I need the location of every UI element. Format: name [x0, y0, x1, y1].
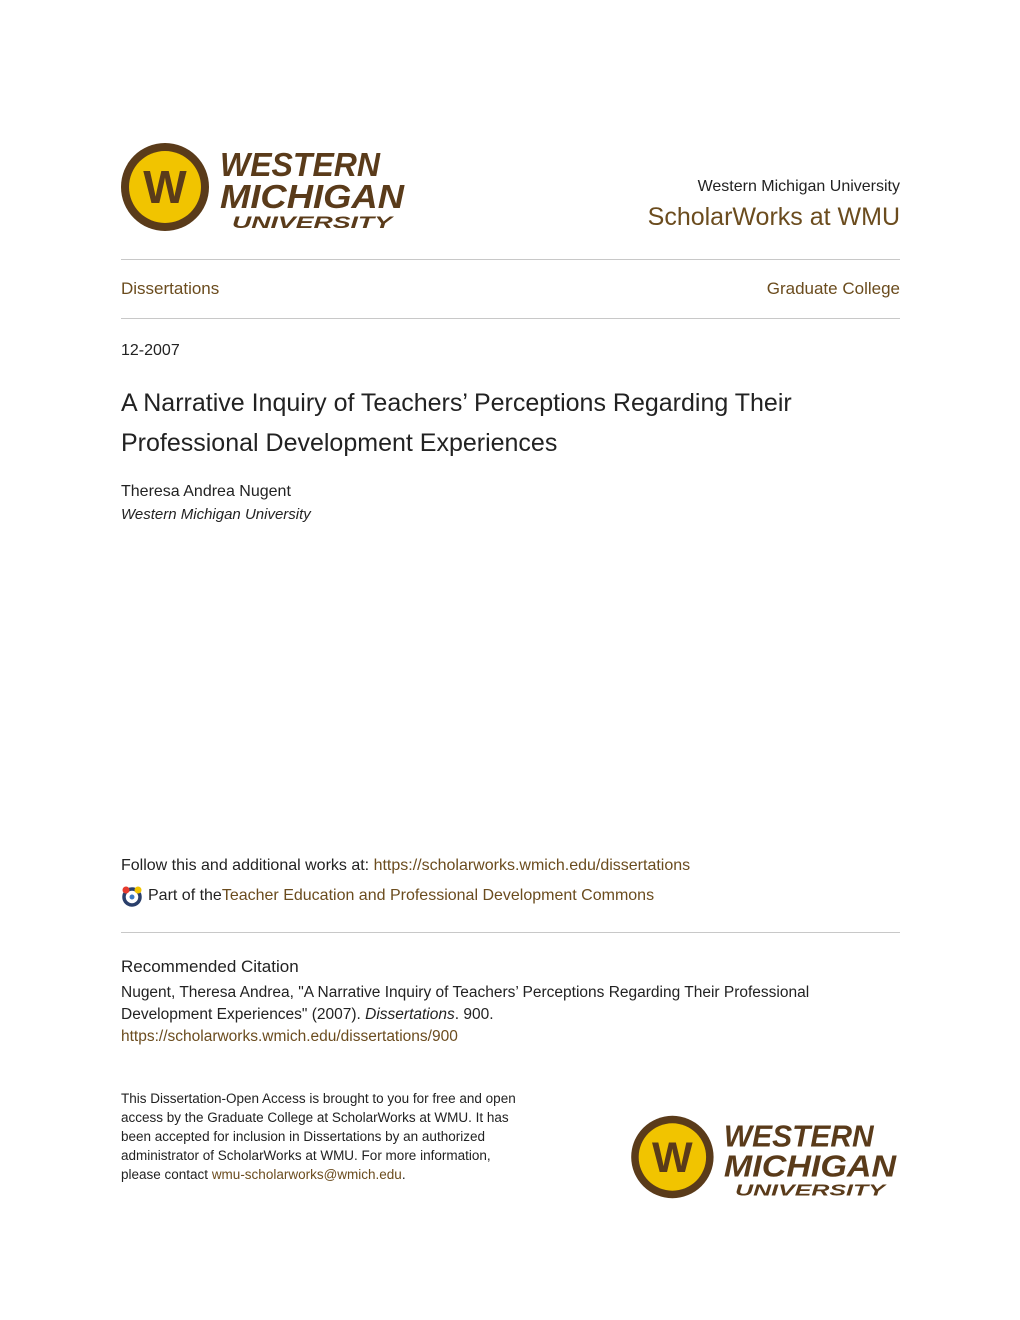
citation-link[interactable]: https://scholarworks.wmich.edu/dissertations/900 [121, 1028, 458, 1045]
citation-series: Dissertations [365, 1006, 455, 1023]
logo-seal-letter: W [652, 1133, 693, 1182]
logo-word-michigan: MICHIGAN [723, 1148, 897, 1184]
access-notice [121, 1089, 516, 1184]
breadcrumb-dissertations[interactable]: Dissertations [121, 279, 220, 298]
follow-line [121, 857, 690, 875]
repository-name[interactable]: ScholarWorks at WMU [647, 203, 900, 231]
follow-prefix: Follow this and additional works at: [121, 857, 374, 874]
logo-word-university: UNIVERSITY [735, 1182, 888, 1200]
follow-link[interactable]: https://scholarworks.wmich.edu/dissertations [373, 857, 691, 874]
notice-end: . [401, 1167, 406, 1182]
logo-word-university: UNIVERSITY [232, 213, 395, 232]
citation-number: . 900. [454, 1006, 494, 1023]
citation-heading: Recommended Citation [121, 957, 299, 976]
logo-word-western: WESTERN [723, 1118, 875, 1154]
author-affiliation: Western Michigan University [121, 506, 311, 523]
divider-mid [121, 318, 900, 319]
part-of-prefix: Part of the [148, 887, 222, 904]
divider-top [121, 259, 900, 260]
breadcrumb-graduate-college[interactable]: Graduate College [766, 279, 900, 298]
commons-link[interactable]: Teacher Education and Professional Development Commons [221, 887, 655, 904]
network-icon [121, 885, 143, 907]
notice-text: This Dissertation-Open Access is brought to you for free and open access by the Graduate College at ScholarWorks at WMU. It has been accepted for inclusion in Dissertations by an authorized administrator of ScholarWorks at WMU. For more information, please contact [121, 1091, 516, 1182]
part-of-line [121, 885, 654, 907]
logo-seal-letter: W [143, 161, 187, 213]
logo-word-michigan: MICHIGAN [220, 178, 406, 215]
logo-word-western: WESTERN [220, 146, 382, 183]
citation-text: Nugent, Theresa Andrea, "A Narrative Inquiry of Teachers’ Perceptions Regarding Their Professional Development Experiences" (2007). [121, 984, 810, 1023]
wmu-logo-bottom [630, 1113, 902, 1201]
divider-citation [121, 932, 900, 933]
institution-name[interactable]: Western Michigan University [697, 178, 900, 195]
institution-block [648, 176, 900, 234]
wmu-logo-top[interactable] [120, 140, 410, 234]
publication-date: 12-2007 [121, 342, 180, 359]
contact-email-link[interactable]: wmu-scholarworks@wmich.edu [211, 1167, 402, 1182]
citation-body [121, 982, 881, 1048]
document-title: A Narrative Inquiry of Teachers’ Perceptions Regarding Their Professional Development Experiences [121, 389, 792, 457]
author-name: Theresa Andrea Nugent [121, 483, 291, 500]
